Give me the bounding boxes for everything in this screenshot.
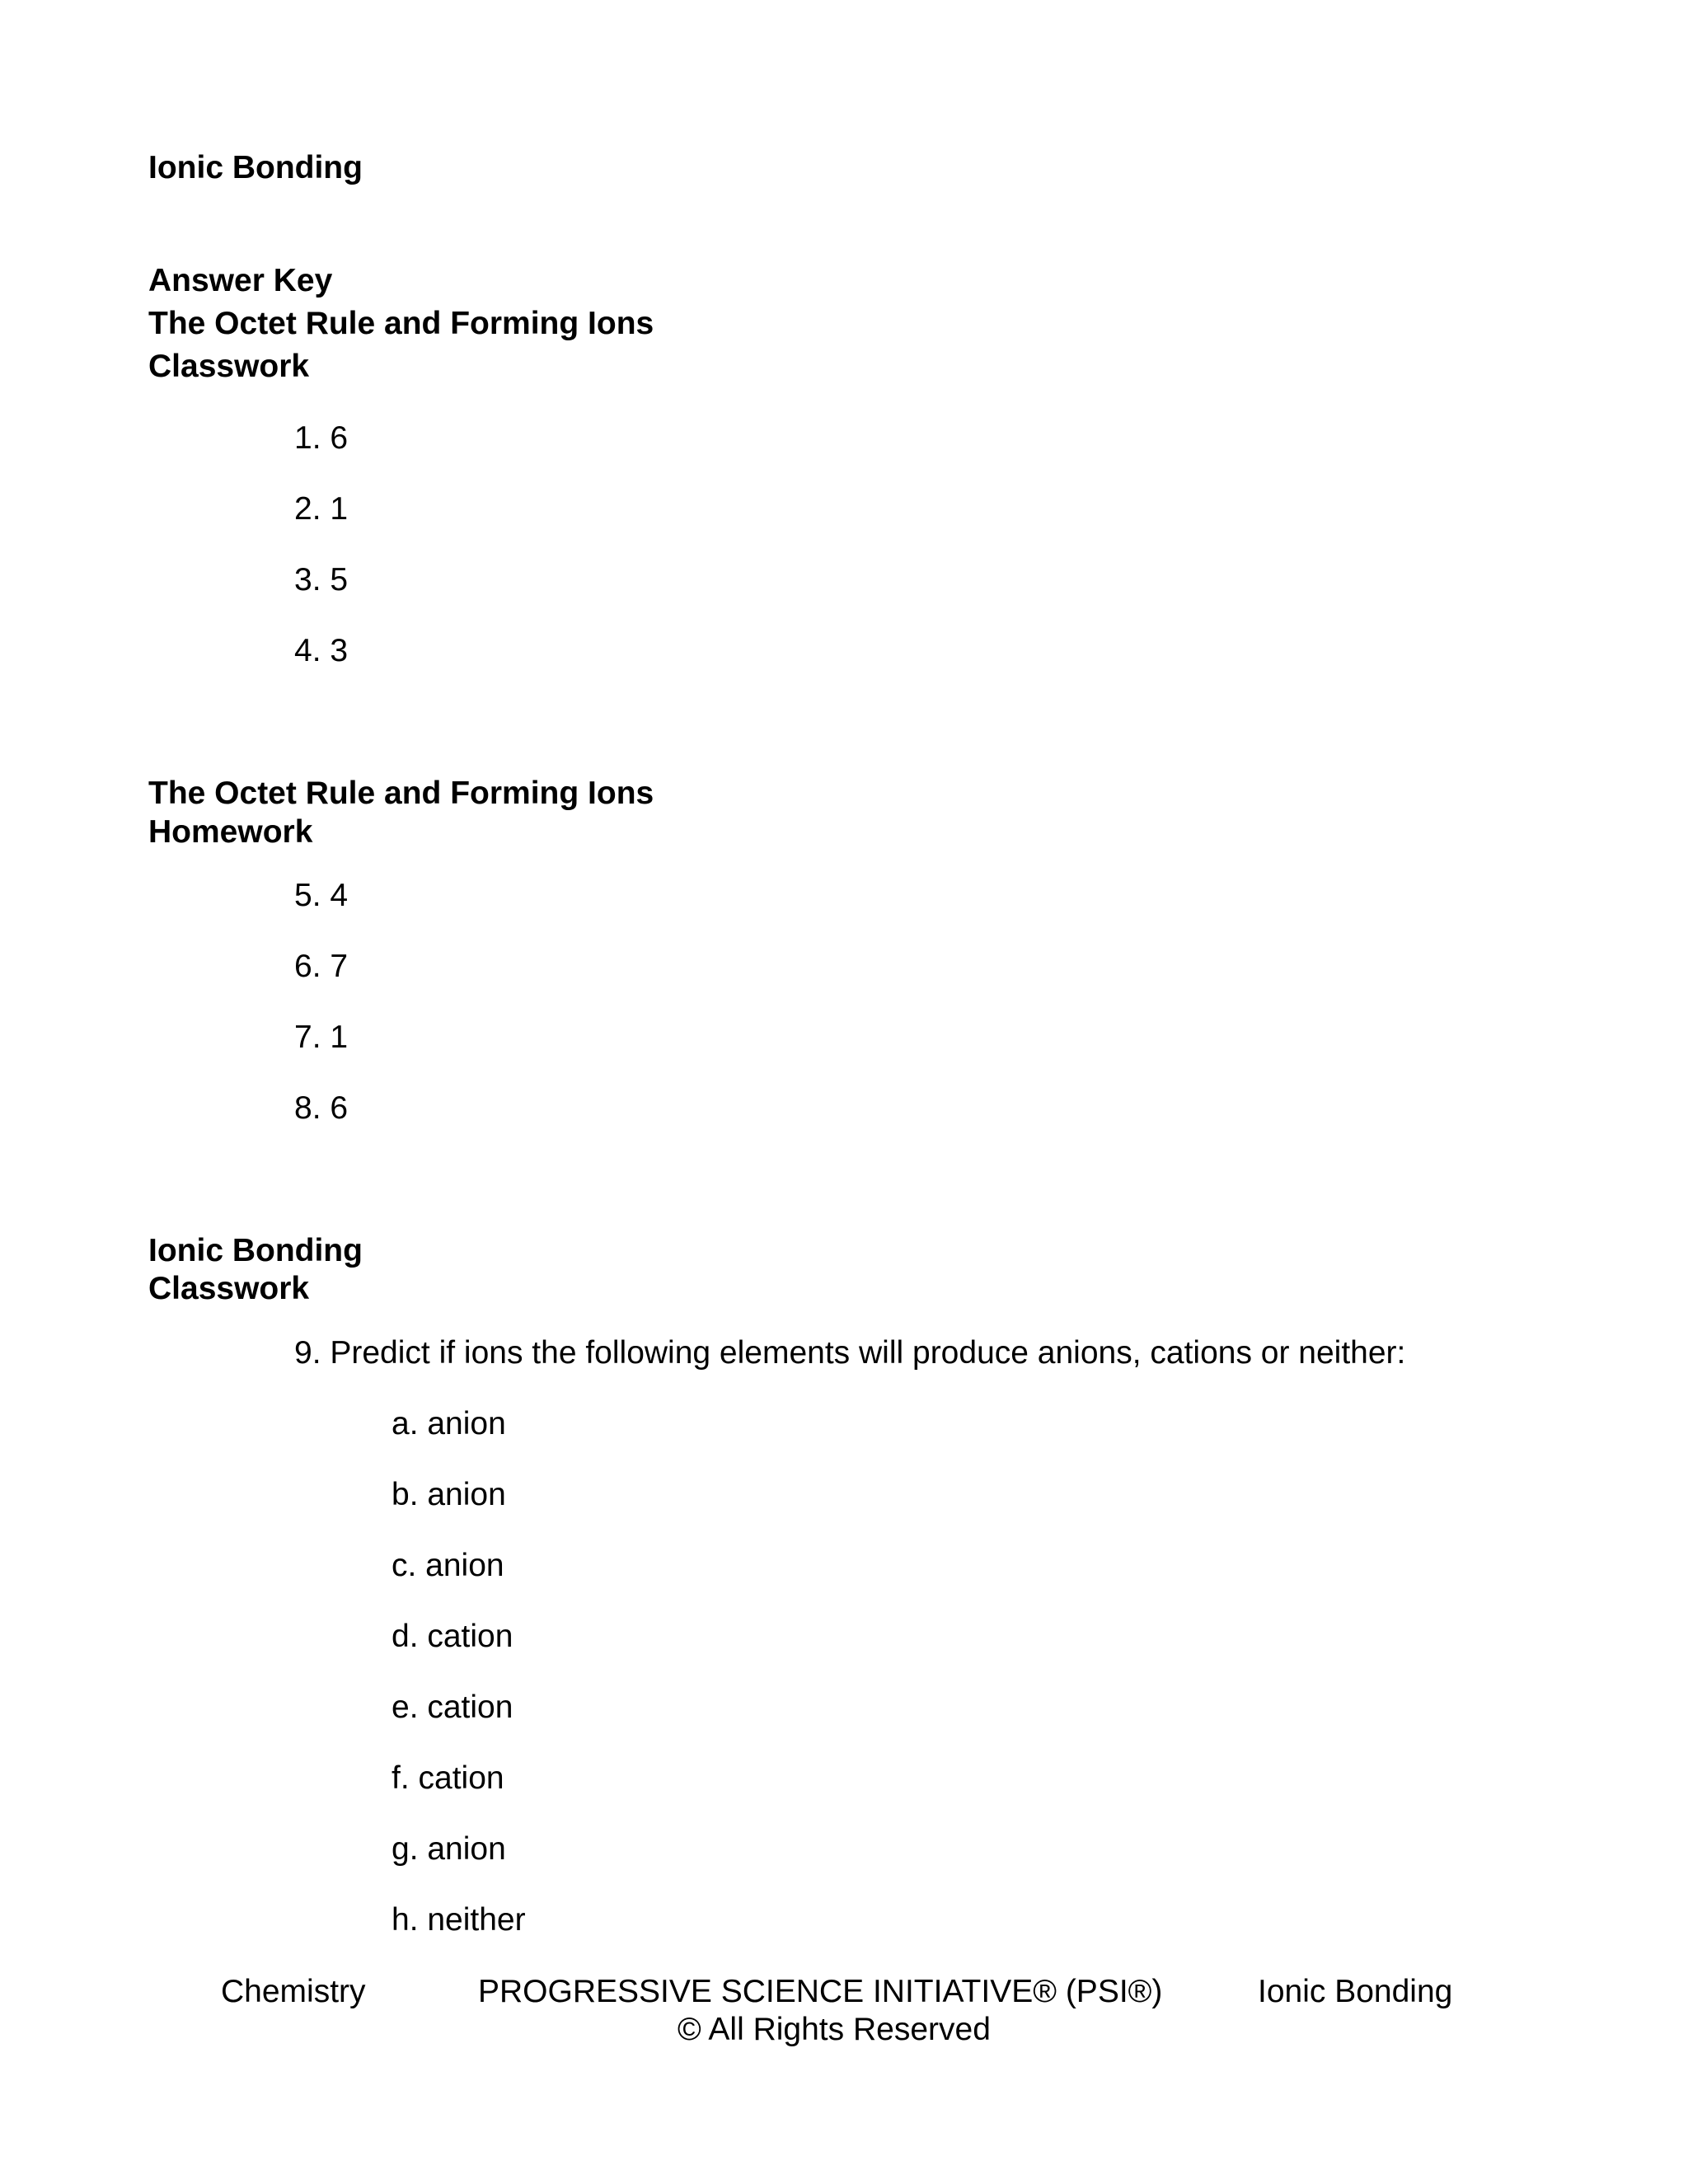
section-2-subheading: Homework xyxy=(148,814,313,850)
answer-item: g. anion xyxy=(392,1831,506,1867)
answer-item: 4. 3 xyxy=(294,633,349,668)
answer-item: 3. 5 xyxy=(294,562,349,598)
answer-item: 6. 7 xyxy=(294,949,349,984)
answer-item: b. anion xyxy=(392,1477,506,1512)
answer-item: h. neither xyxy=(392,1902,526,1938)
section-1-heading: The Octet Rule and Forming Ions xyxy=(148,306,654,341)
question-9: 9. Predict if ions the following elements will produce anions, cations or neither: xyxy=(294,1335,1406,1371)
section-1-subheading: Classwork xyxy=(148,349,310,384)
page-title: Ionic Bonding xyxy=(148,150,363,185)
answer-item: a. anion xyxy=(392,1406,506,1441)
answer-item: 5. 4 xyxy=(294,878,349,913)
answer-item: 7. 1 xyxy=(294,1019,349,1055)
answer-item: 8. 6 xyxy=(294,1090,349,1126)
footer-copyright: © All Rights Reserved xyxy=(678,2012,991,2047)
answer-item: 2. 1 xyxy=(294,491,349,527)
answer-key-label: Answer Key xyxy=(148,263,333,298)
answer-item: f. cation xyxy=(392,1760,504,1796)
footer-center: PROGRESSIVE SCIENCE INITIATIVE® (PSI®) xyxy=(478,1974,1163,2009)
answer-item: 1. 6 xyxy=(294,420,349,456)
answer-item: e. cation xyxy=(392,1690,513,1725)
footer-right: Ionic Bonding xyxy=(1258,1974,1453,2009)
answer-item: c. anion xyxy=(392,1548,504,1583)
section-3-heading: Ionic Bonding xyxy=(148,1233,363,1268)
answer-item: d. cation xyxy=(392,1619,513,1654)
footer-left: Chemistry xyxy=(221,1974,366,2009)
section-2-heading: The Octet Rule and Forming Ions xyxy=(148,776,654,811)
section-3-subheading: Classwork xyxy=(148,1271,310,1306)
